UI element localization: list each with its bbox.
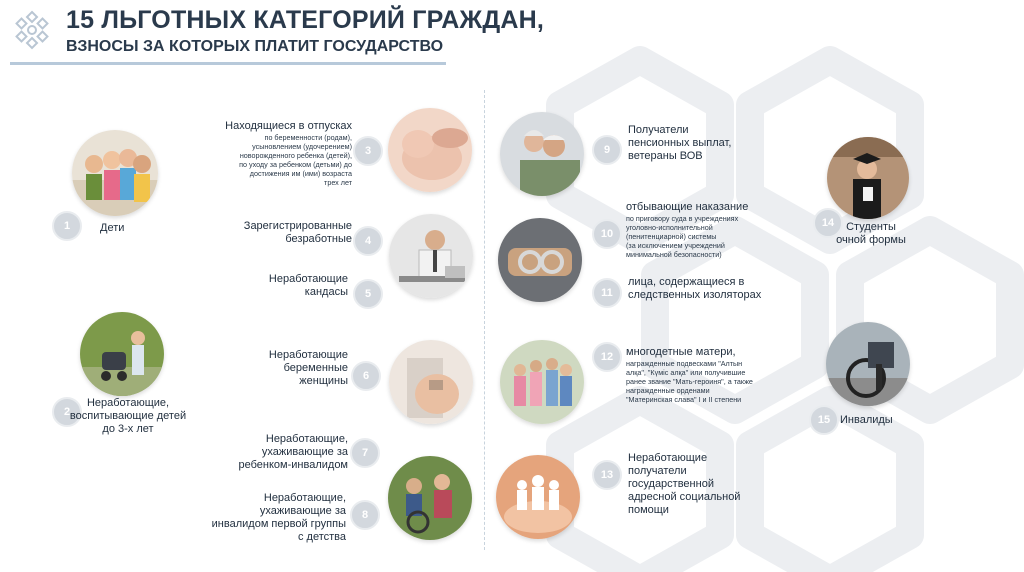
badge-8: 8 [350, 500, 380, 530]
title-line-2: ВЗНОСЫ ЗА КОТОРЫХ ПЛАТИТ ГОСУДАРСТВО [66, 38, 444, 55]
category-6-label: Неработающие беременные женщины [268, 349, 348, 387]
large-family-photo [500, 340, 584, 424]
wheelchair-photo [826, 322, 910, 406]
mother-with-stroller-photo [80, 312, 164, 396]
elderly-couple-photo [500, 112, 584, 196]
graduate-student-photo [827, 137, 909, 219]
badge-1: 1 [52, 211, 82, 241]
center-divider [484, 90, 485, 550]
category-12-label: многодетные матери, награжденные подвесками "Алтын алқа", "Күміс алқа" или получившие ранее звание "Мать-героиня", а также награжденные орденами "Материнская слава" I и II степени [626, 346, 753, 404]
badge-13: 13 [592, 460, 622, 490]
badge-10: 10 [592, 219, 622, 249]
badge-6: 6 [351, 361, 381, 391]
category-9-label: Получатели пенсионных выплат, ветераны ВОВ [628, 124, 732, 162]
badge-7: 7 [350, 438, 380, 468]
pregnant-woman-photo [389, 340, 473, 424]
title-line-1: 15 ЛЬГОТНЫХ КАТЕГОРИЙ ГРАЖДАН, [66, 6, 544, 34]
category-7-label: Неработающие, ухаживающие за ребенком-инвалидом [238, 433, 348, 471]
logo-icon [10, 8, 54, 52]
paper-family-hands-photo [496, 455, 580, 539]
badge-14: 14 [813, 208, 843, 238]
badge-15: 15 [809, 405, 839, 435]
category-3-label: Находящиеся в отпусках по беременности (родам), усыновлением (удочерением) новорожденного ребенка (детей), по уходу за ребенком (детьми) до достижения им (ими) возраста трех лет [225, 120, 352, 187]
category-15-label: Инвалиды [840, 414, 893, 426]
category-10-label: отбывающие наказание по приговору суда в учреждениях уголовно-исполнительной (пенитенциарной) системы (за исключением учреждений минимальной безопасности) [626, 201, 749, 259]
handcuffed-hands-photo [498, 218, 582, 302]
badge-4: 4 [353, 226, 383, 256]
category-13-label: Неработающие получатели государственной адресной социальной помощи [628, 452, 741, 516]
wheelchair-child-family-photo [388, 456, 472, 540]
badge-9: 9 [592, 135, 622, 165]
children-photo [72, 130, 158, 216]
category-1-label: Дети [100, 222, 125, 234]
badge-11: 11 [592, 278, 622, 308]
title-underline [10, 62, 446, 65]
badge-12: 12 [592, 342, 622, 372]
category-5-label: Неработающие кандасы [268, 273, 348, 298]
category-14-label: Студенты очной формы [836, 221, 906, 246]
unemployed-man-photo [389, 214, 473, 298]
sleeping-newborn-photo [388, 108, 472, 192]
category-8-label: Неработающие, ухаживающие за инвалидом первой группы с детства [211, 492, 346, 543]
category-11-label: лица, содержащиеся в следственных изоляторах [628, 276, 762, 301]
category-4-label: Зарегистрированные безработные [243, 220, 352, 245]
badge-3: 3 [353, 136, 383, 166]
badge-5: 5 [353, 279, 383, 309]
page-title [66, 6, 544, 58]
badge-2: 2 [52, 397, 82, 427]
category-2-label: Неработающие, воспитывающие детей до 3-х лет [69, 397, 187, 435]
